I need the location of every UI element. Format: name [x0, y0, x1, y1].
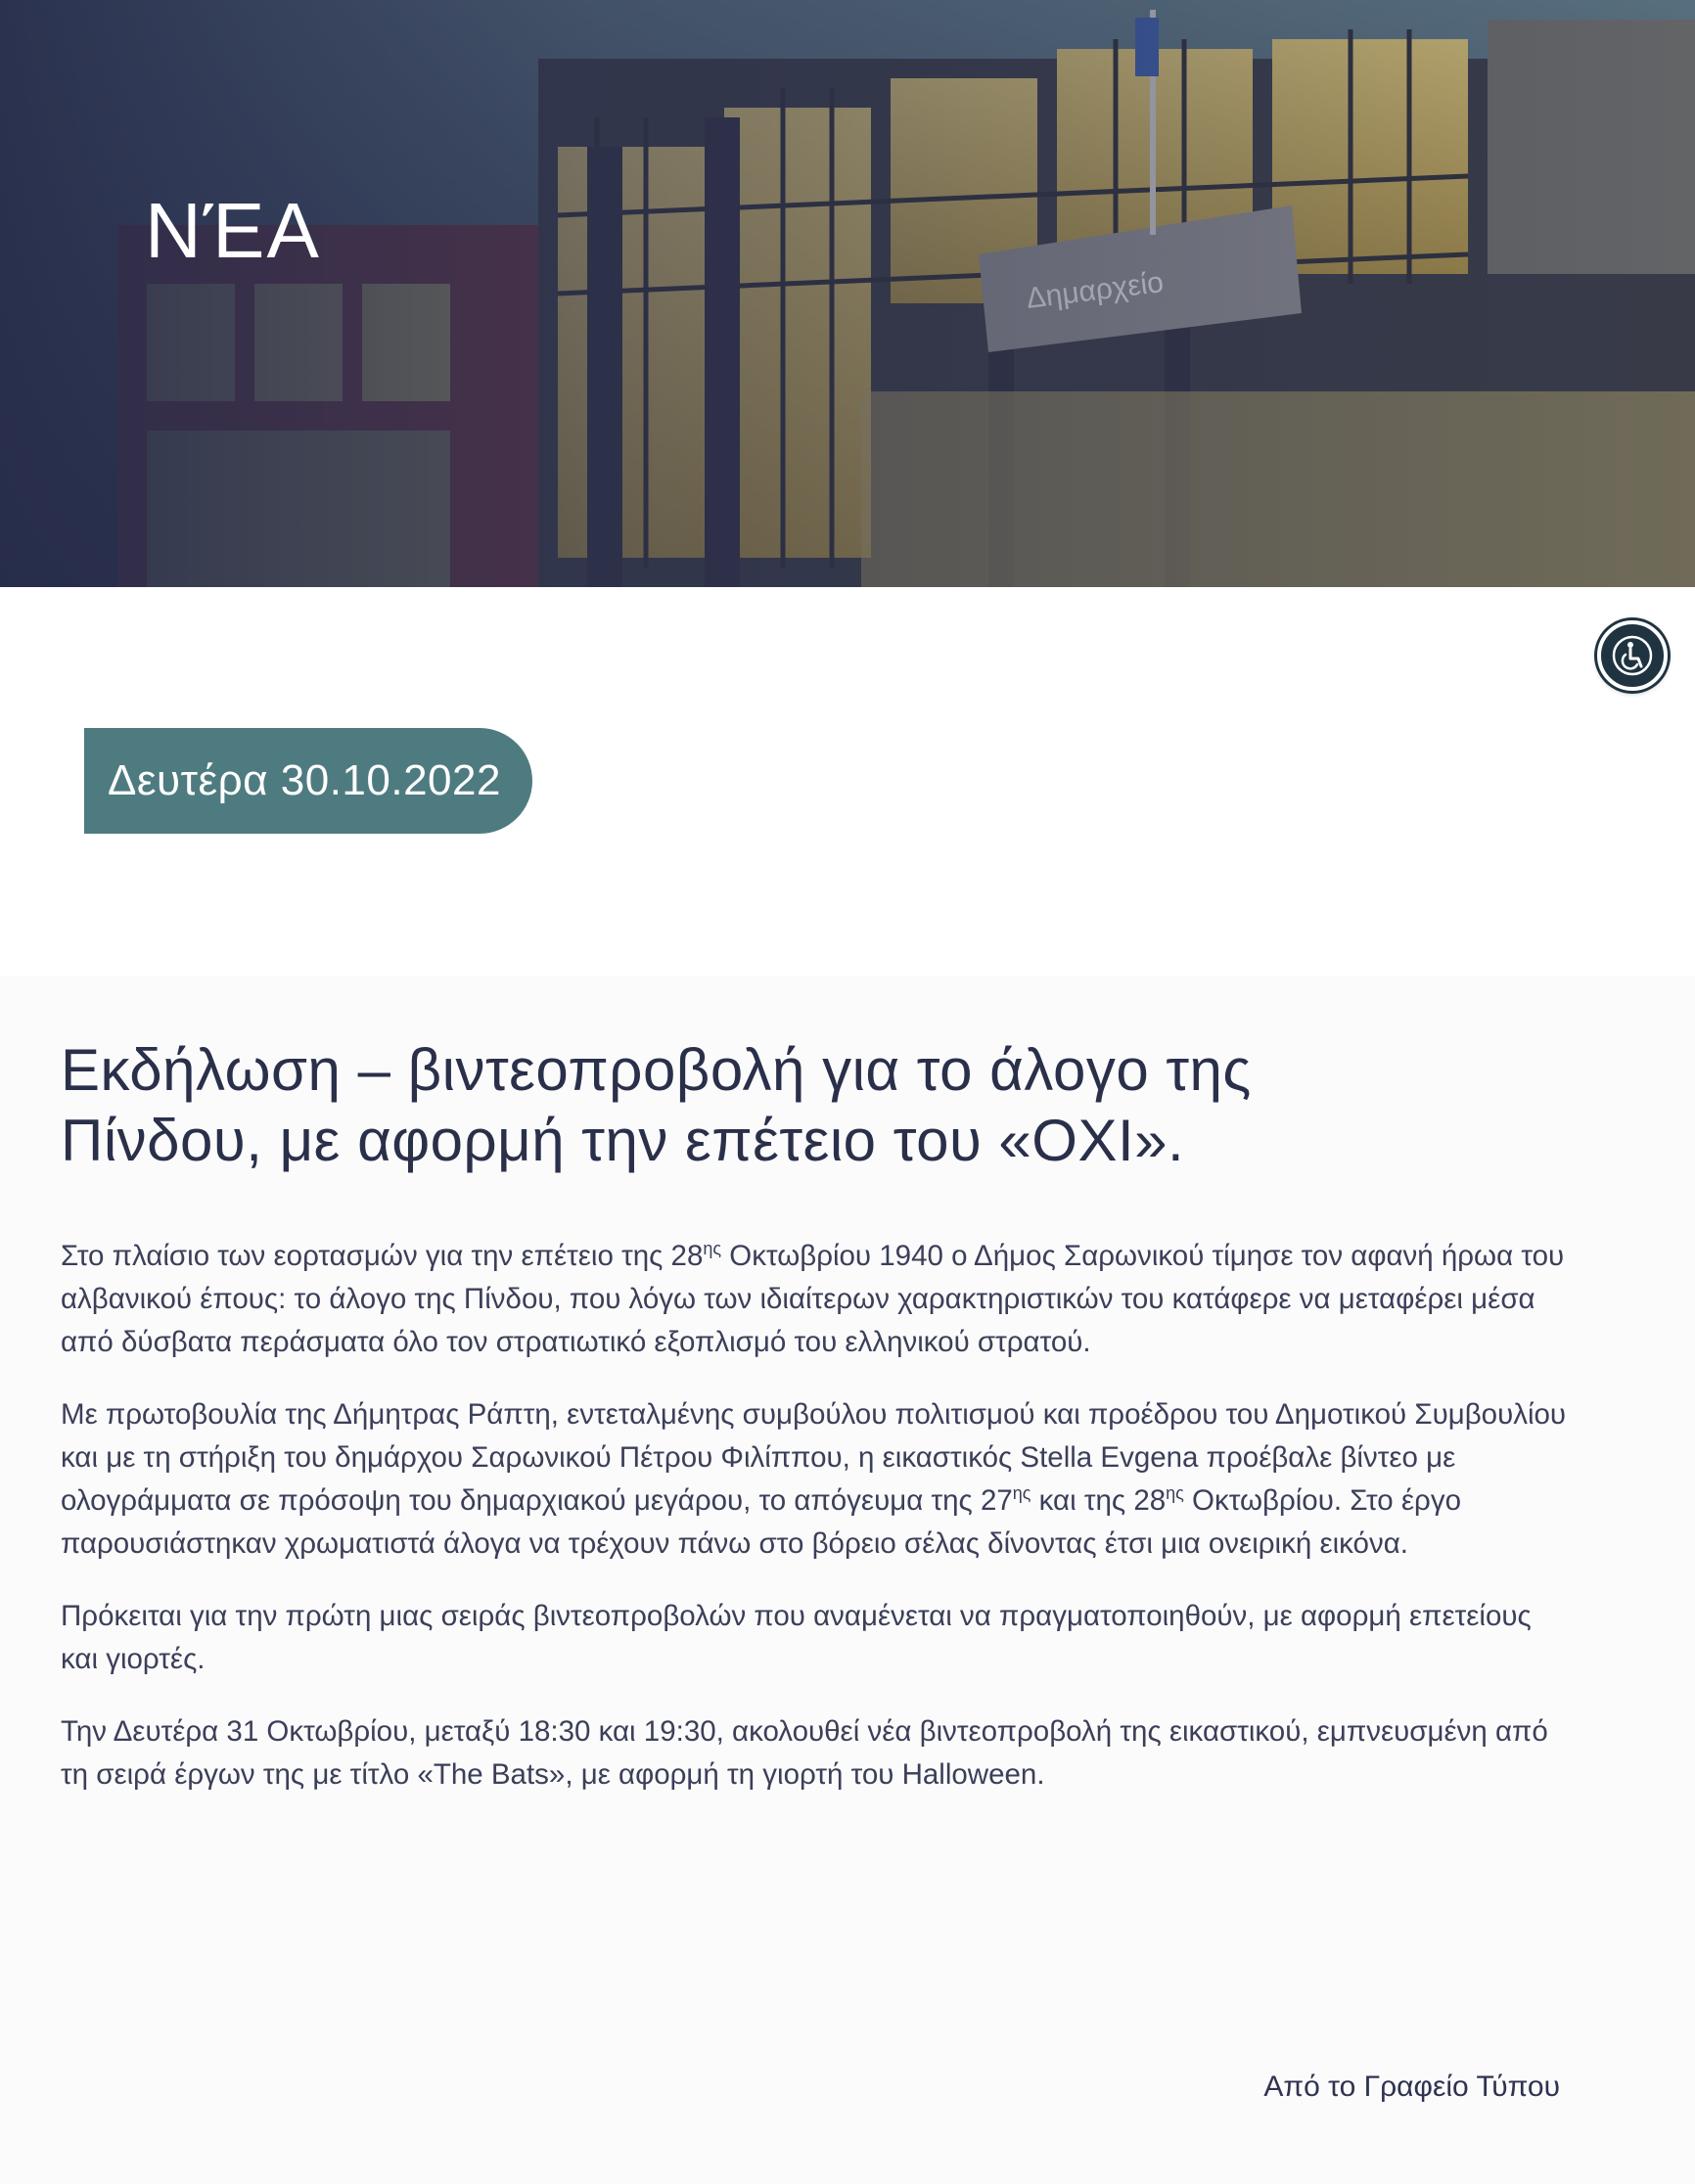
paragraph-1-text-b: Οκτωβρίου 1940 ο Δήμος Σαρωνικού τίμησε τον αφανή ήρωα του αλβανικού έπους: το άλογο της Πίνδου, που λόγω των ιδιαίτερων χαρακτηριστικών του κατάφερε να μεταφέρει μέσα από δύσβατα περάσματα όλο τον στρατιωτικό εξοπλισμό του ελληνικού στρατού. — [61, 1240, 1565, 1358]
article-content — [0, 977, 1695, 2184]
paragraph-4: Την Δευτέρα 31 Οκτωβρίου, μεταξύ 18:30 και 19:30, ακολουθεί νέα βιντεοπροβολή της εικαστικού, εμπνευσμένη από τη σειρά έργων της με τίτλο «The Bats», με αφορμή τη γιορτή του Halloween. — [61, 1715, 1548, 1791]
article-title — [61, 1035, 1587, 1176]
hero-banner — [0, 0, 1695, 587]
press-office-signature: Από το Γραφείο Τύπου — [1263, 2070, 1560, 2103]
date-badge: Δευτέρα 30.10.2022 — [84, 728, 532, 834]
paragraph-3: Πρόκειται για την πρώτη μιας σειράς βιντεοπροβολών που αναμένεται να πραγματοποιηθούν, με αφορμή επετείους και γιορτές. — [61, 1600, 1532, 1675]
article-title-line-1: Εκδήλωση – βιντεοπροβολή για το άλογο της — [61, 1037, 1252, 1103]
article-body — [61, 1235, 1568, 1826]
superscript: ης — [1166, 1483, 1184, 1504]
accessibility-button[interactable] — [1597, 620, 1668, 691]
superscript: ης — [703, 1239, 722, 1259]
town-hall-photo — [0, 0, 1695, 587]
paragraph-2-text-b: και της 28 — [1031, 1484, 1167, 1517]
paragraph-1 — [61, 1235, 1568, 1364]
page-title: ΝΈΑ — [145, 187, 321, 274]
paragraph-1-text-a: Στο πλαίσιο των εορτασμών για την επέτειο της 28 — [61, 1240, 704, 1272]
superscript: ης — [1012, 1483, 1031, 1504]
paragraph-2 — [61, 1393, 1568, 1566]
paragraph-2-text-a: Με πρωτοβουλία της Δήμητρας Ράπτη, εντεταλμένης συμβούλου πολιτισμού και προέδρου του Δημοτικού Συμβουλίου και με τη στήριξη του δημάρχου Σαρωνικού Πέτρου Φιλίππου, η εικαστικός Stella Evgena προέβαλε βίντεο με ολογράμματα σε πρόσοψη του δημαρχιακού μεγάρου, το απόγευμα της 27 — [61, 1398, 1567, 1517]
paragraph-2-text-c: Οκτωβρίου. Στο έργο παρουσιάστηκαν χρωματιστά άλογα να τρέχουν πάνω στο βόρειο σέλας δίνοντας έτσι μια ονειρική εικόνα. — [61, 1484, 1461, 1560]
article-title-line-2: Πίνδου, με αφορμή την επέτειο του «ΟΧΙ». — [61, 1108, 1185, 1173]
accessibility-icon — [1611, 634, 1654, 677]
